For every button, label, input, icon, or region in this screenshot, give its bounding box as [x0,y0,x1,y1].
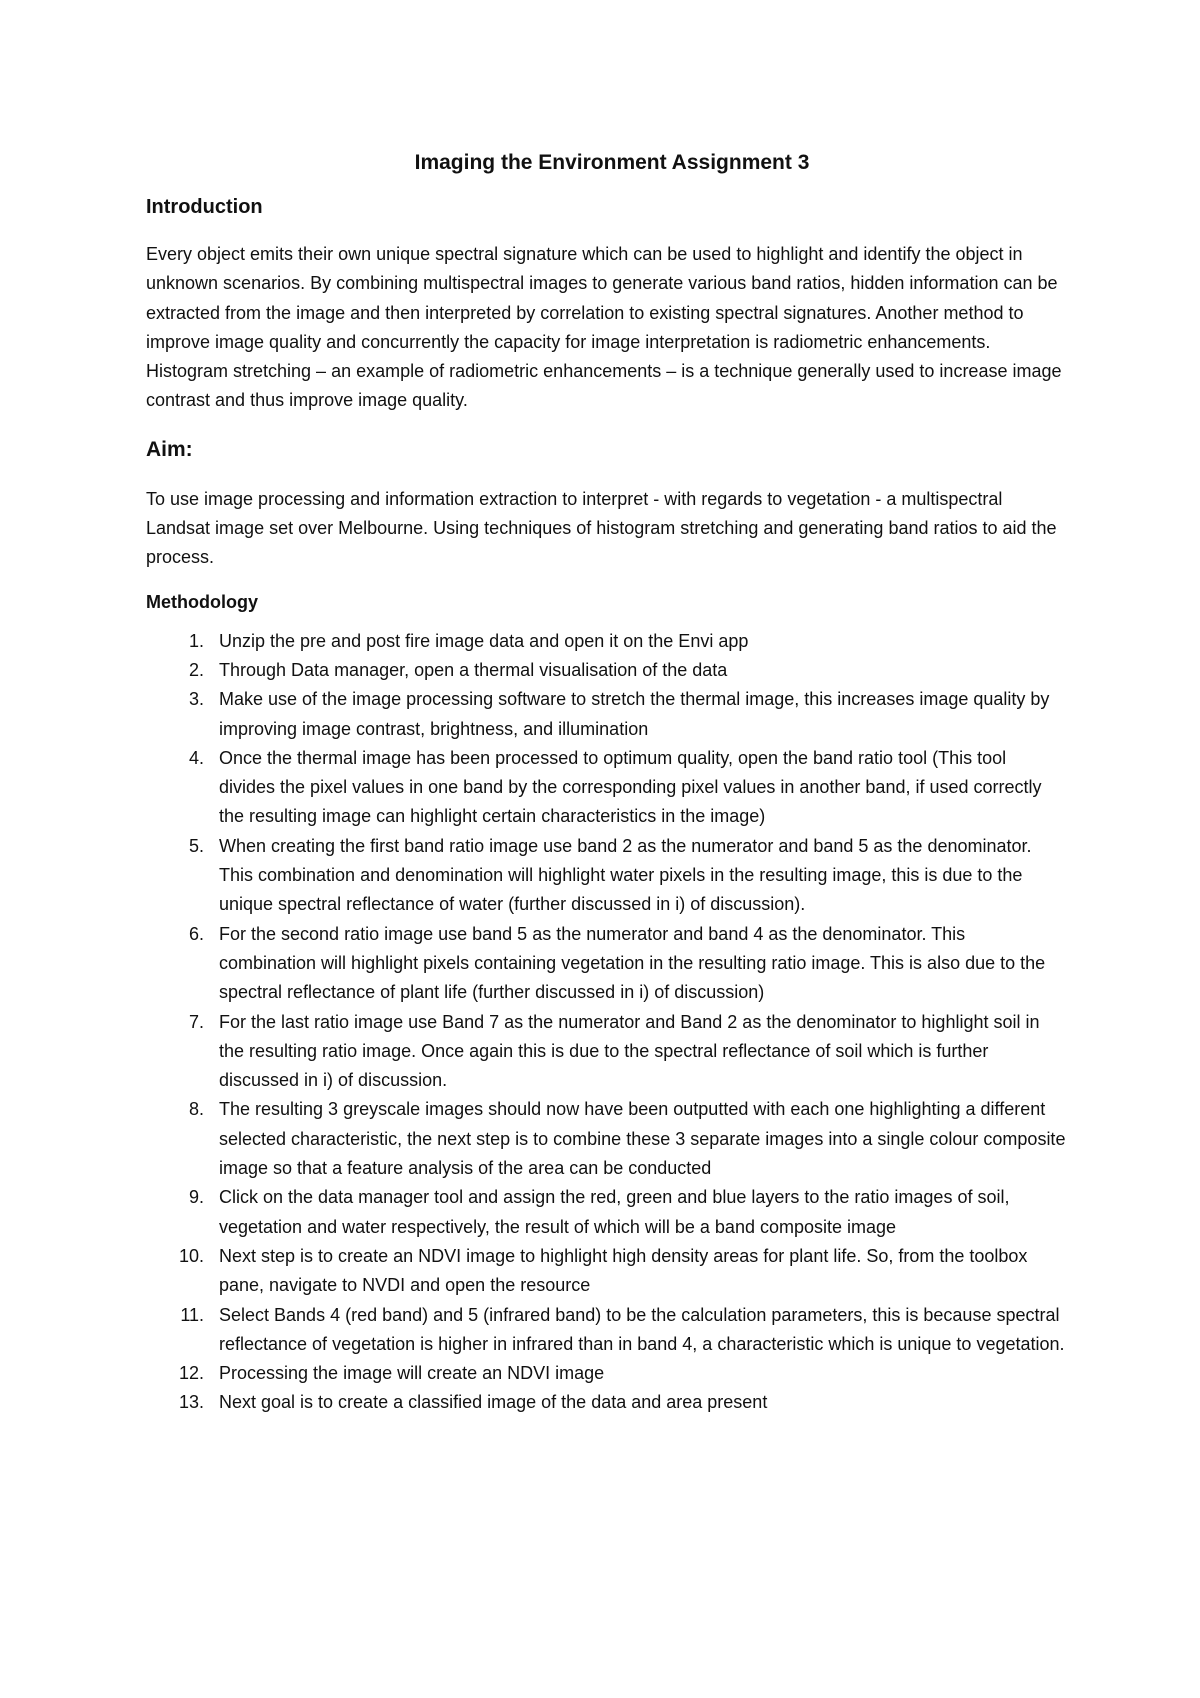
step-number: 1. [188,630,204,651]
methodology-step [146,1183,1066,1242]
step-text: Next goal is to create a classified image of the data and area present [219,1392,768,1413]
step-text: Click on the data manager tool and assign the red, green and blue layers to the ratio images of soil, vegetation and water respectively, the result of which will be a band composite image [219,1187,1010,1237]
methodology-step [146,744,1066,832]
step-text: For the second ratio image use band 5 as the numerator and band 4 as the denominator. This combination will highlight pixels containing vegetation in the resulting ratio image. This is also due to the spectral reflectance of plant life (further discussed in i) of discussion) [219,923,1046,1003]
methodology-step [146,1095,1066,1183]
step-number: 8. [188,1099,204,1120]
methodology-step [146,656,1066,685]
methodology-step [146,1388,1066,1417]
step-text: Make use of the image processing software to stretch the thermal image, this increases image quality by improving image contrast, brightness, and illumination [219,689,1050,739]
document-page [146,140,1066,1418]
step-text: For the last ratio image use Band 7 as the numerator and Band 2 as the denominator to highlight soil in the resulting ratio image. Once again this is due to the spectral reflectance of soil which is further discussed in i) of discussion. [219,1011,1040,1091]
methodology-step [146,1359,1066,1388]
methodology-step [146,1301,1066,1360]
aim-heading: Aim: [146,437,193,461]
step-number: 5. [188,835,204,856]
step-number: 11. [180,1304,204,1325]
document-title: Imaging the Environment Assignment 3 [414,151,810,174]
introduction-paragraph: Every object emits their own unique spectral signature which can be used to highlight and identify the object in unknown scenarios. By combining multispectral images to generate various band ratios, hidden information can be extracted from the image and then interpreted by correlation to existing spectral signatures. Another method to improve image quality and concurrently the capacity for image interpretation is radiometric enhancements. Histogram stretching – an example of radiometric enhancements – is a technique generally used to increase image contrast and thus improve image quality. [146,244,1062,411]
methodology-step [146,920,1066,1008]
methodology-heading: Methodology [146,591,258,612]
step-number: 12. [178,1363,204,1384]
step-text: Next step is to create an NDVI image to highlight high density areas for plant life. So, from the toolbox pane, navigate to NVDI and open the resource [219,1245,1028,1296]
step-number: 9. [188,1187,204,1208]
methodology-step [146,685,1066,744]
step-text: When creating the first band ratio image use band 2 as the numerator and band 5 as the denominator. This combination and denomination will highlight water pixels in the resulting image, this is due to the unique spectral reflectance of water (further discussed in i) of discussion). [219,835,1032,915]
step-text: Through Data manager, open a thermal visualisation of the data [219,659,728,680]
step-text: Once the thermal image has been processed to optimum quality, open the band ratio tool (This tool divides the pixel values in one band by the corresponding pixel values in another band, if used correctly the resulting image can highlight certain characteristics in the image) [219,747,1042,827]
methodology-step [146,627,1066,656]
step-text: Select Bands 4 (red band) and 5 (infrared band) to be the calculation parameters, this is because spectral reflectance of vegetation is higher in infrared than in band 4, a characteristic which is unique to vegetation. [219,1304,1065,1354]
step-number: 7. [188,1011,204,1032]
step-number: 3. [188,689,204,710]
aim-paragraph: To use image processing and information extraction to interpret - with regards to vegetation - a multispectral Landsat image set over Melbourne. Using techniques of histogram stretching and generating band ratios to aid the process. [146,488,1057,568]
methodology-step [146,1242,1066,1301]
step-text: The resulting 3 greyscale images should now have been outputted with each one highlighting a different selected characteristic, the next step is to combine these 3 separate images into a single colour composite image so that a feature analysis of the area can be conducted [219,1099,1066,1179]
step-text: Unzip the pre and post fire image data and open it on the Envi app [219,630,749,651]
step-number: 13. [178,1392,204,1413]
methodology-step [146,1008,1066,1096]
step-number: 6. [188,923,204,944]
step-number: 4. [188,747,204,768]
methodology-steps-list [146,627,1066,1418]
methodology-step [146,832,1066,920]
step-text: Processing the image will create an NDVI image [219,1363,605,1384]
introduction-heading: Introduction [146,196,263,218]
step-number: 2. [188,659,204,680]
step-number: 10. [178,1245,204,1266]
